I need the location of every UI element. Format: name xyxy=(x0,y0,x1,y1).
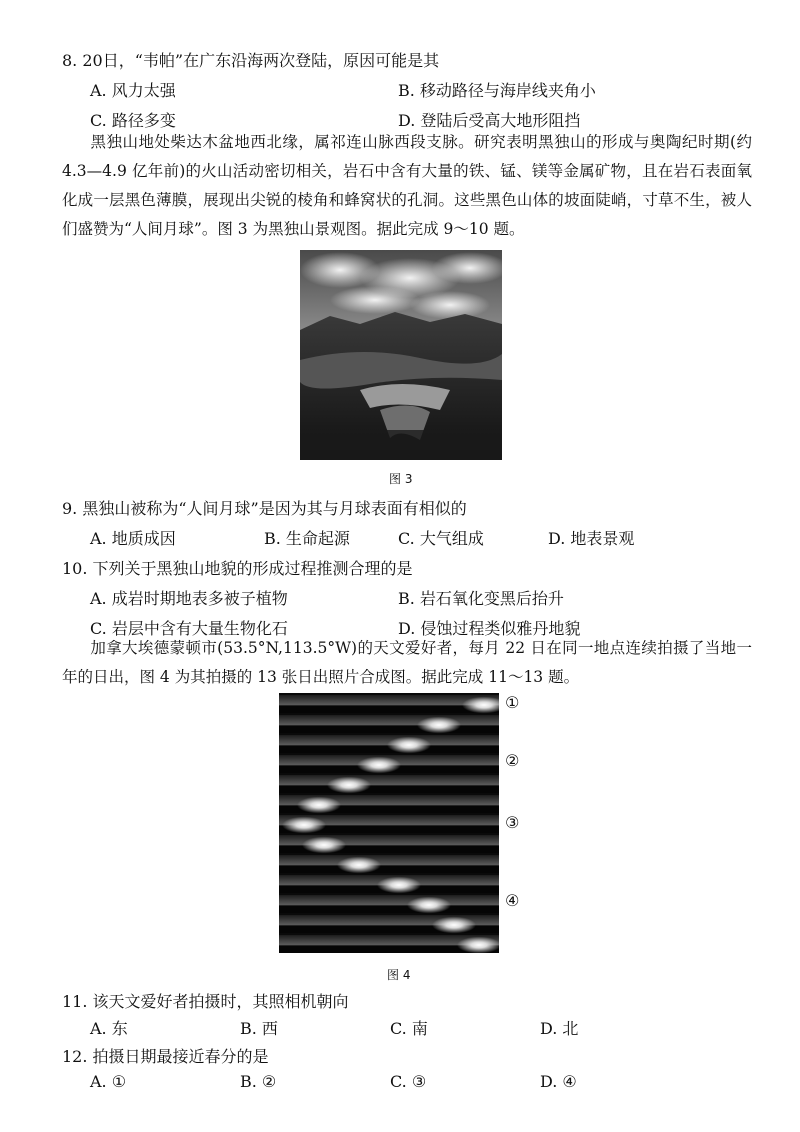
question-9-option-d[interactable]: D. 地表景观 xyxy=(548,529,635,548)
question-12-option-c[interactable]: C. ③ xyxy=(390,1072,427,1091)
figure-4-marker-1: ① xyxy=(505,693,520,712)
passage-edmonton-text: 加拿大埃德蒙顿市(53.5°N,113.5°W)的天文爱好者，每月 22 日在同一地点连续拍摄了当地一年的日出，图 4 为其拍摄的 13 张日出照片合成图。据此完成 11～13 题。 xyxy=(62,639,752,686)
figure-4-image xyxy=(279,693,499,953)
figure-3-landscape-photo xyxy=(300,250,502,460)
passage-heidushan-text: 黑独山地处柴达木盆地西北缘，属祁连山脉西段支脉。研究表明黑独山的形成与奥陶纪时期(约 4.3—4.9 亿年前)的火山活动密切相关，岩石中含有大量的铁、锰、镁等金属矿物，且在岩石表面氧化成一层黑色薄膜，展现出尖锐的棱角和蜂窝状的孔洞。这些黑色山体的坡面陡峭，寸草不生，被人们盛赞为“人间月球”。图 3 为黑独山景观图。据此完成 9～10 题。 xyxy=(62,133,752,238)
sunrise-strip-sun xyxy=(387,737,431,754)
passage-heidushan xyxy=(62,128,752,244)
question-9-option-c[interactable]: C. 大气组成 xyxy=(398,529,484,548)
sunrise-strip-sun xyxy=(407,897,451,914)
question-9-stem: 9. 黑独山被称为“人间月球”是因为其与月球表面有相似的 xyxy=(62,499,467,518)
question-11-stem: 11. 该天文爱好者拍摄时，其照相机朝向 xyxy=(62,992,349,1011)
sunrise-strip-sun xyxy=(337,857,381,874)
question-9-option-a[interactable]: A. 地质成因 xyxy=(90,529,176,548)
question-8-option-d[interactable]: D. 登陆后受高大地形阻挡 xyxy=(398,111,581,130)
sunrise-strip-sun xyxy=(377,877,421,894)
question-8-option-a[interactable]: A. 风力太强 xyxy=(90,81,176,100)
figure-4-caption: 图 4 xyxy=(387,968,411,982)
sunrise-strip-sun xyxy=(297,797,341,814)
figure-4-marker-3: ③ xyxy=(505,813,520,832)
question-11-option-a[interactable]: A. 东 xyxy=(90,1019,128,1038)
sunrise-strip-horizon xyxy=(279,725,499,733)
question-9-option-b[interactable]: B. 生命起源 xyxy=(264,529,350,548)
sunrise-strip-sun xyxy=(432,917,476,934)
question-12-option-a[interactable]: A. ① xyxy=(90,1072,127,1091)
sunrise-strip-sun xyxy=(302,837,346,854)
figure-4-marker-4: ④ xyxy=(505,891,520,910)
sunrise-strip-horizon xyxy=(279,785,499,793)
question-11-option-d[interactable]: D. 北 xyxy=(540,1019,579,1038)
question-10-option-a[interactable]: A. 成岩时期地表多被子植物 xyxy=(90,589,288,608)
sunrise-strip-horizon xyxy=(279,865,499,873)
figure-3-image xyxy=(300,250,502,460)
question-8-option-b[interactable]: B. 移动路径与海岸线夹角小 xyxy=(398,81,596,100)
figure-3-caption: 图 3 xyxy=(389,472,413,486)
question-8-option-c[interactable]: C. 路径多变 xyxy=(90,111,176,130)
question-10-option-c[interactable]: C. 岩层中含有大量生物化石 xyxy=(90,619,288,638)
question-11-option-b[interactable]: B. 西 xyxy=(240,1019,278,1038)
passage-edmonton xyxy=(62,634,752,692)
sunrise-strip-horizon xyxy=(279,905,499,913)
question-8-stem: 8. 20日，“韦帕”在广东沿海两次登陆，原因可能是其 xyxy=(62,51,440,70)
question-10-option-b[interactable]: B. 岩石氧化变黑后抬升 xyxy=(398,589,564,608)
sunrise-strip-sun xyxy=(327,777,371,794)
question-10-stem: 10. 下列关于黑独山地貌的形成过程推测合理的是 xyxy=(62,559,413,578)
question-12-option-b[interactable]: B. ② xyxy=(240,1072,277,1091)
question-11-option-c[interactable]: C. 南 xyxy=(390,1019,428,1038)
sunrise-strip-sun xyxy=(357,757,401,774)
figure-4-sunrise-composite xyxy=(279,693,499,953)
figure-4-marker-2: ② xyxy=(505,751,520,770)
question-12-option-d[interactable]: D. ④ xyxy=(540,1072,577,1091)
sunrise-strip-sun xyxy=(282,817,326,834)
question-12-stem: 12. 拍摄日期最接近春分的是 xyxy=(62,1047,269,1066)
question-10-option-d[interactable]: D. 侵蚀过程类似雅丹地貌 xyxy=(398,619,581,638)
sunrise-strip-sun xyxy=(417,717,461,734)
